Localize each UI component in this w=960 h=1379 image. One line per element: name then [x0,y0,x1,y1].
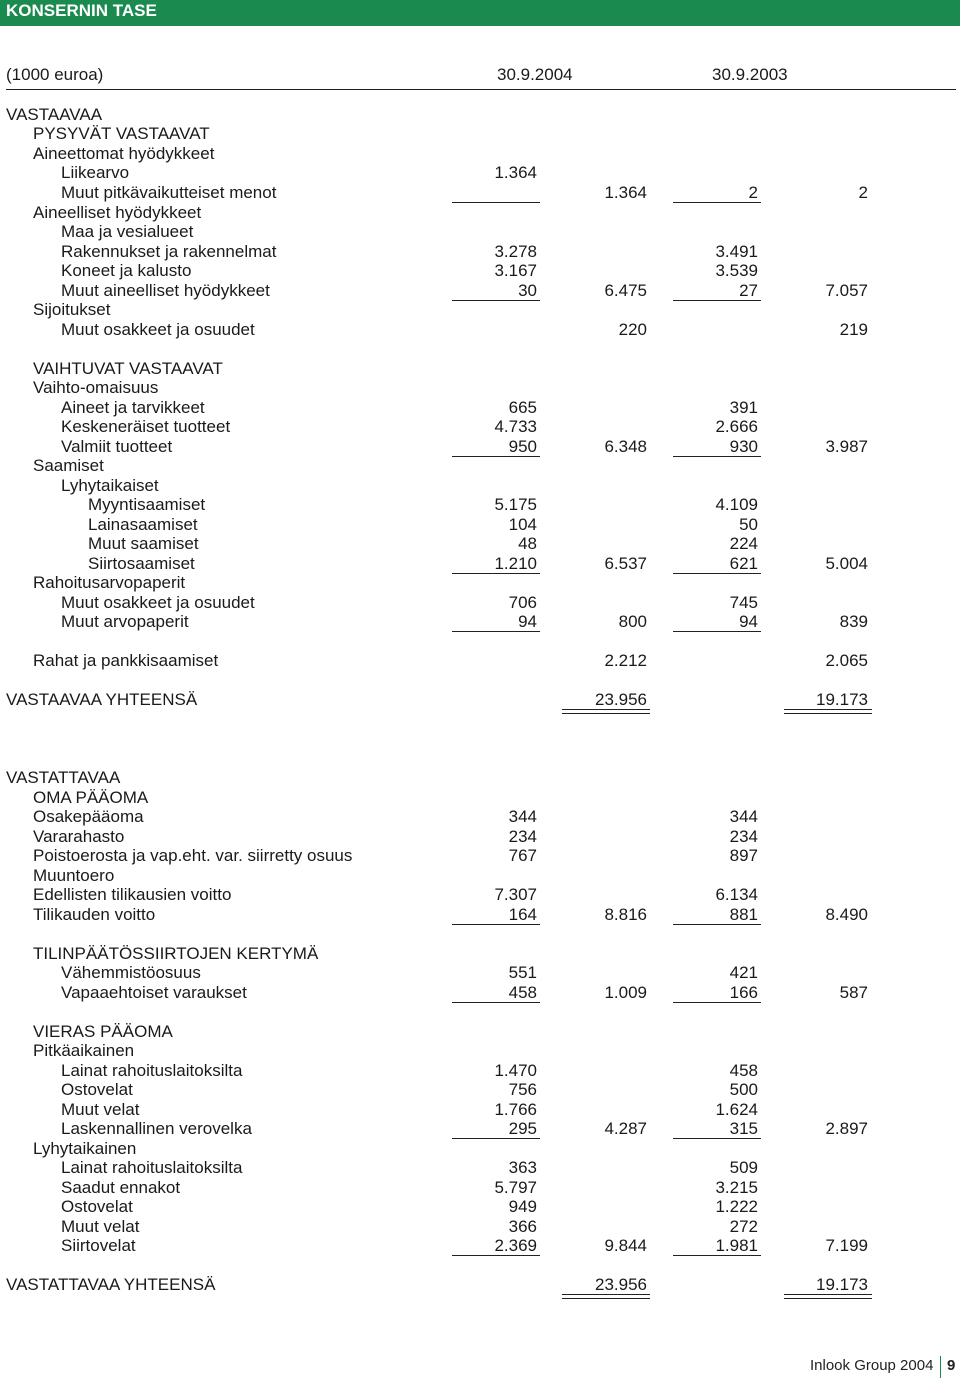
row-label: Lainat rahoituslaitoksilta [61,1061,243,1080]
row-value-c3: 1.981 [715,1236,758,1255]
row-value-c3: 500 [729,1080,758,1099]
row-value-c3: 3.539 [715,261,758,280]
page-title: KONSERNIN TASE [6,1,157,20]
subtotal-underline [673,631,761,632]
row-value-c2: 23.956 [595,1275,647,1294]
subtotal-underline [452,1002,540,1003]
subtotal-underline [673,1255,761,1256]
footer-company: Inlook Group 2004 [810,1357,934,1374]
row-value-c4: 2 [858,183,868,202]
row-label: OMA PÄÄOMA [33,788,149,807]
row-value-c1: 2.369 [494,1236,537,1255]
row-label: Koneet ja kalusto [61,261,192,280]
subtotal-underline [452,300,540,301]
row-label: Aineelliset hyödykkeet [33,203,202,222]
subtotal-underline [452,456,540,457]
row-value-c3: 27 [739,281,758,300]
row-value-c1: 4.733 [494,417,537,436]
row-value-c2: 6.475 [604,281,647,300]
row-label: Muut velat [61,1100,140,1119]
subtotal-underline [452,631,540,632]
row-label: Aineettomat hyödykkeet [33,144,215,163]
row-label: Liikearvo [61,163,130,182]
row-value-c1: 7.307 [494,885,537,904]
subtotal-underline [673,573,761,574]
row-value-c2: 1.009 [604,983,647,1002]
column-date-2003: 30.9.2003 [712,65,788,84]
row-value-c3: 344 [729,807,758,826]
row-label: Rakennukset ja rakennelmat [61,242,277,261]
row-label: Vaihto-omaisuus [33,378,159,397]
total-double-underline [562,713,650,714]
row-value-c4: 19.173 [816,690,868,709]
row-label: Aineet ja tarvikkeet [61,398,205,417]
row-label: Vähemmistöosuus [61,963,201,982]
row-label: Valmiit tuotteet [61,437,173,456]
row-value-c4: 839 [839,612,868,631]
row-label: Poistoerosta ja vap.eht. var. siirretty osuus [33,846,353,865]
row-label: Osakepääoma [33,807,144,826]
row-value-c2: 6.537 [604,554,647,573]
row-label: Laskennallinen verovelka [61,1119,252,1138]
row-value-c3: 2.666 [715,417,758,436]
row-label: Saadut ennakot [61,1178,181,1197]
row-label: Vapaaehtoiset varaukset [61,983,247,1002]
row-label: Lyhytaikaiset [61,476,159,495]
row-value-c2: 6.348 [604,437,647,456]
row-value-c3: 509 [729,1158,758,1177]
row-value-c3: 166 [729,983,758,1002]
row-label: VASTATTAVAA YHTEENSÄ [6,1275,216,1294]
row-label: Saamiset [33,456,104,475]
unit-label: (1000 euroa) [6,65,104,84]
total-double-underline [562,709,650,710]
row-value-c1: 1.210 [494,554,537,573]
row-label: Muut velat [61,1217,140,1236]
row-label: Pitkäaikainen [33,1041,135,1060]
row-value-c1: 949 [508,1197,537,1216]
row-value-c1: 234 [508,827,537,846]
row-value-c3: 621 [729,554,758,573]
subtotal-underline [452,1255,540,1256]
row-label: Muut osakkeet ja osuudet [61,593,255,612]
row-value-c1: 366 [508,1217,537,1236]
row-value-c1: 665 [508,398,537,417]
row-label: Muut osakkeet ja osuudet [61,320,255,339]
row-label: Keskeneräiset tuotteet [61,417,231,436]
row-label: Muut pitkävaikutteiset menot [61,183,277,202]
row-label: VASTAAVAA [6,105,103,124]
row-label: Vararahasto [33,827,125,846]
row-label: VIERAS PÄÄOMA [33,1022,173,1041]
row-value-c3: 2 [748,183,758,202]
header-rule [6,89,956,90]
row-value-c2: 4.287 [604,1119,647,1138]
column-date-2004: 30.9.2004 [497,65,573,84]
row-value-c3: 1.624 [715,1100,758,1119]
row-value-c3: 315 [729,1119,758,1138]
subtotal-underline [673,1002,761,1003]
row-label: Myyntisaamiset [88,495,206,514]
subtotal-underline [452,573,540,574]
row-label: Muut arvopaperit [61,612,189,631]
row-value-c2: 1.364 [604,183,647,202]
row-value-c1: 30 [518,281,537,300]
row-value-c3: 94 [739,612,758,631]
total-double-underline [562,1294,650,1295]
row-label: Muut saamiset [88,534,199,553]
row-value-c2: 800 [618,612,647,631]
row-value-c3: 224 [729,534,758,553]
row-value-c1: 164 [508,905,537,924]
row-value-c1: 458 [508,983,537,1002]
row-value-c4: 219 [839,320,868,339]
row-value-c1: 5.175 [494,495,537,514]
row-value-c3: 4.109 [715,495,758,514]
row-value-c3: 234 [729,827,758,846]
row-value-c2: 9.844 [604,1236,647,1255]
row-label: Rahoitusarvopaperit [33,573,186,592]
subtotal-underline [673,300,761,301]
total-double-underline [784,1298,872,1299]
page-header [0,0,960,26]
row-value-c4: 2.065 [825,651,868,670]
footer-divider [940,1356,941,1378]
row-value-c1: 104 [508,515,537,534]
subtotal-underline [673,456,761,457]
row-value-c1: 950 [508,437,537,456]
total-double-underline [784,709,872,710]
subtotal-underline [452,1138,540,1139]
subtotal-underline [673,924,761,925]
row-value-c3: 881 [729,905,758,924]
row-value-c4: 3.987 [825,437,868,456]
row-value-c1: 1.364 [494,163,537,182]
row-value-c3: 3.491 [715,242,758,261]
row-value-c4: 7.057 [825,281,868,300]
row-value-c3: 458 [729,1061,758,1080]
row-label: Ostovelat [61,1080,133,1099]
row-value-c4: 19.173 [816,1275,868,1294]
row-label: Muut aineelliset hyödykkeet [61,281,270,300]
row-value-c2: 2.212 [604,651,647,670]
row-value-c1: 706 [508,593,537,612]
row-value-c1: 767 [508,846,537,865]
row-label: Sijoitukset [33,300,111,319]
row-label: PYSYVÄT VASTAAVAT [33,124,210,143]
row-value-c3: 391 [729,398,758,417]
total-double-underline [784,1294,872,1295]
row-label: Muuntoero [33,866,115,885]
row-value-c1: 94 [518,612,537,631]
row-value-c1: 5.797 [494,1178,537,1197]
row-value-c4: 587 [839,983,868,1002]
row-value-c3: 50 [739,515,758,534]
row-value-c2: 8.816 [604,905,647,924]
row-label: Lainat rahoituslaitoksilta [61,1158,243,1177]
subtotal-underline [452,202,540,203]
row-label: Siirtovelat [61,1236,136,1255]
row-value-c3: 1.222 [715,1197,758,1216]
row-value-c2: 220 [618,320,647,339]
row-label: Lyhytaikainen [33,1139,137,1158]
row-value-c4: 7.199 [825,1236,868,1255]
row-label: Maa ja vesialueet [61,222,194,241]
subtotal-underline [452,924,540,925]
row-label: Ostovelat [61,1197,133,1216]
row-value-c1: 3.278 [494,242,537,261]
row-value-c1: 363 [508,1158,537,1177]
row-value-c1: 1.766 [494,1100,537,1119]
row-value-c3: 3.215 [715,1178,758,1197]
row-value-c1: 756 [508,1080,537,1099]
row-value-c3: 745 [729,593,758,612]
row-label: TILINPÄÄTÖSSIIRTOJEN KERTYMÄ [33,944,319,963]
row-label: Tilikauden voitto [33,905,156,924]
page-number: 9 [947,1357,956,1374]
row-label: VAIHTUVAT VASTAAVAT [33,359,223,378]
row-value-c3: 421 [729,963,758,982]
row-label: VASTATTAVAA [6,768,121,787]
row-label: Lainasaamiset [88,515,198,534]
row-value-c4: 2.897 [825,1119,868,1138]
row-label: Rahat ja pankkisaamiset [33,651,219,670]
total-double-underline [562,1298,650,1299]
row-value-c1: 344 [508,807,537,826]
row-value-c3: 897 [729,846,758,865]
row-label: Edellisten tilikausien voitto [33,885,232,904]
row-label: VASTAAVAA YHTEENSÄ [6,690,198,709]
row-value-c4: 8.490 [825,905,868,924]
subtotal-underline [673,202,761,203]
row-value-c1: 48 [518,534,537,553]
row-value-c1: 551 [508,963,537,982]
row-value-c1: 3.167 [494,261,537,280]
row-value-c4: 5.004 [825,554,868,573]
row-value-c2: 23.956 [595,690,647,709]
row-value-c3: 272 [729,1217,758,1236]
row-value-c3: 930 [729,437,758,456]
row-label: Siirtosaamiset [88,554,195,573]
row-value-c1: 1.470 [494,1061,537,1080]
row-value-c3: 6.134 [715,885,758,904]
subtotal-underline [673,1138,761,1139]
row-value-c1: 295 [508,1119,537,1138]
total-double-underline [784,713,872,714]
